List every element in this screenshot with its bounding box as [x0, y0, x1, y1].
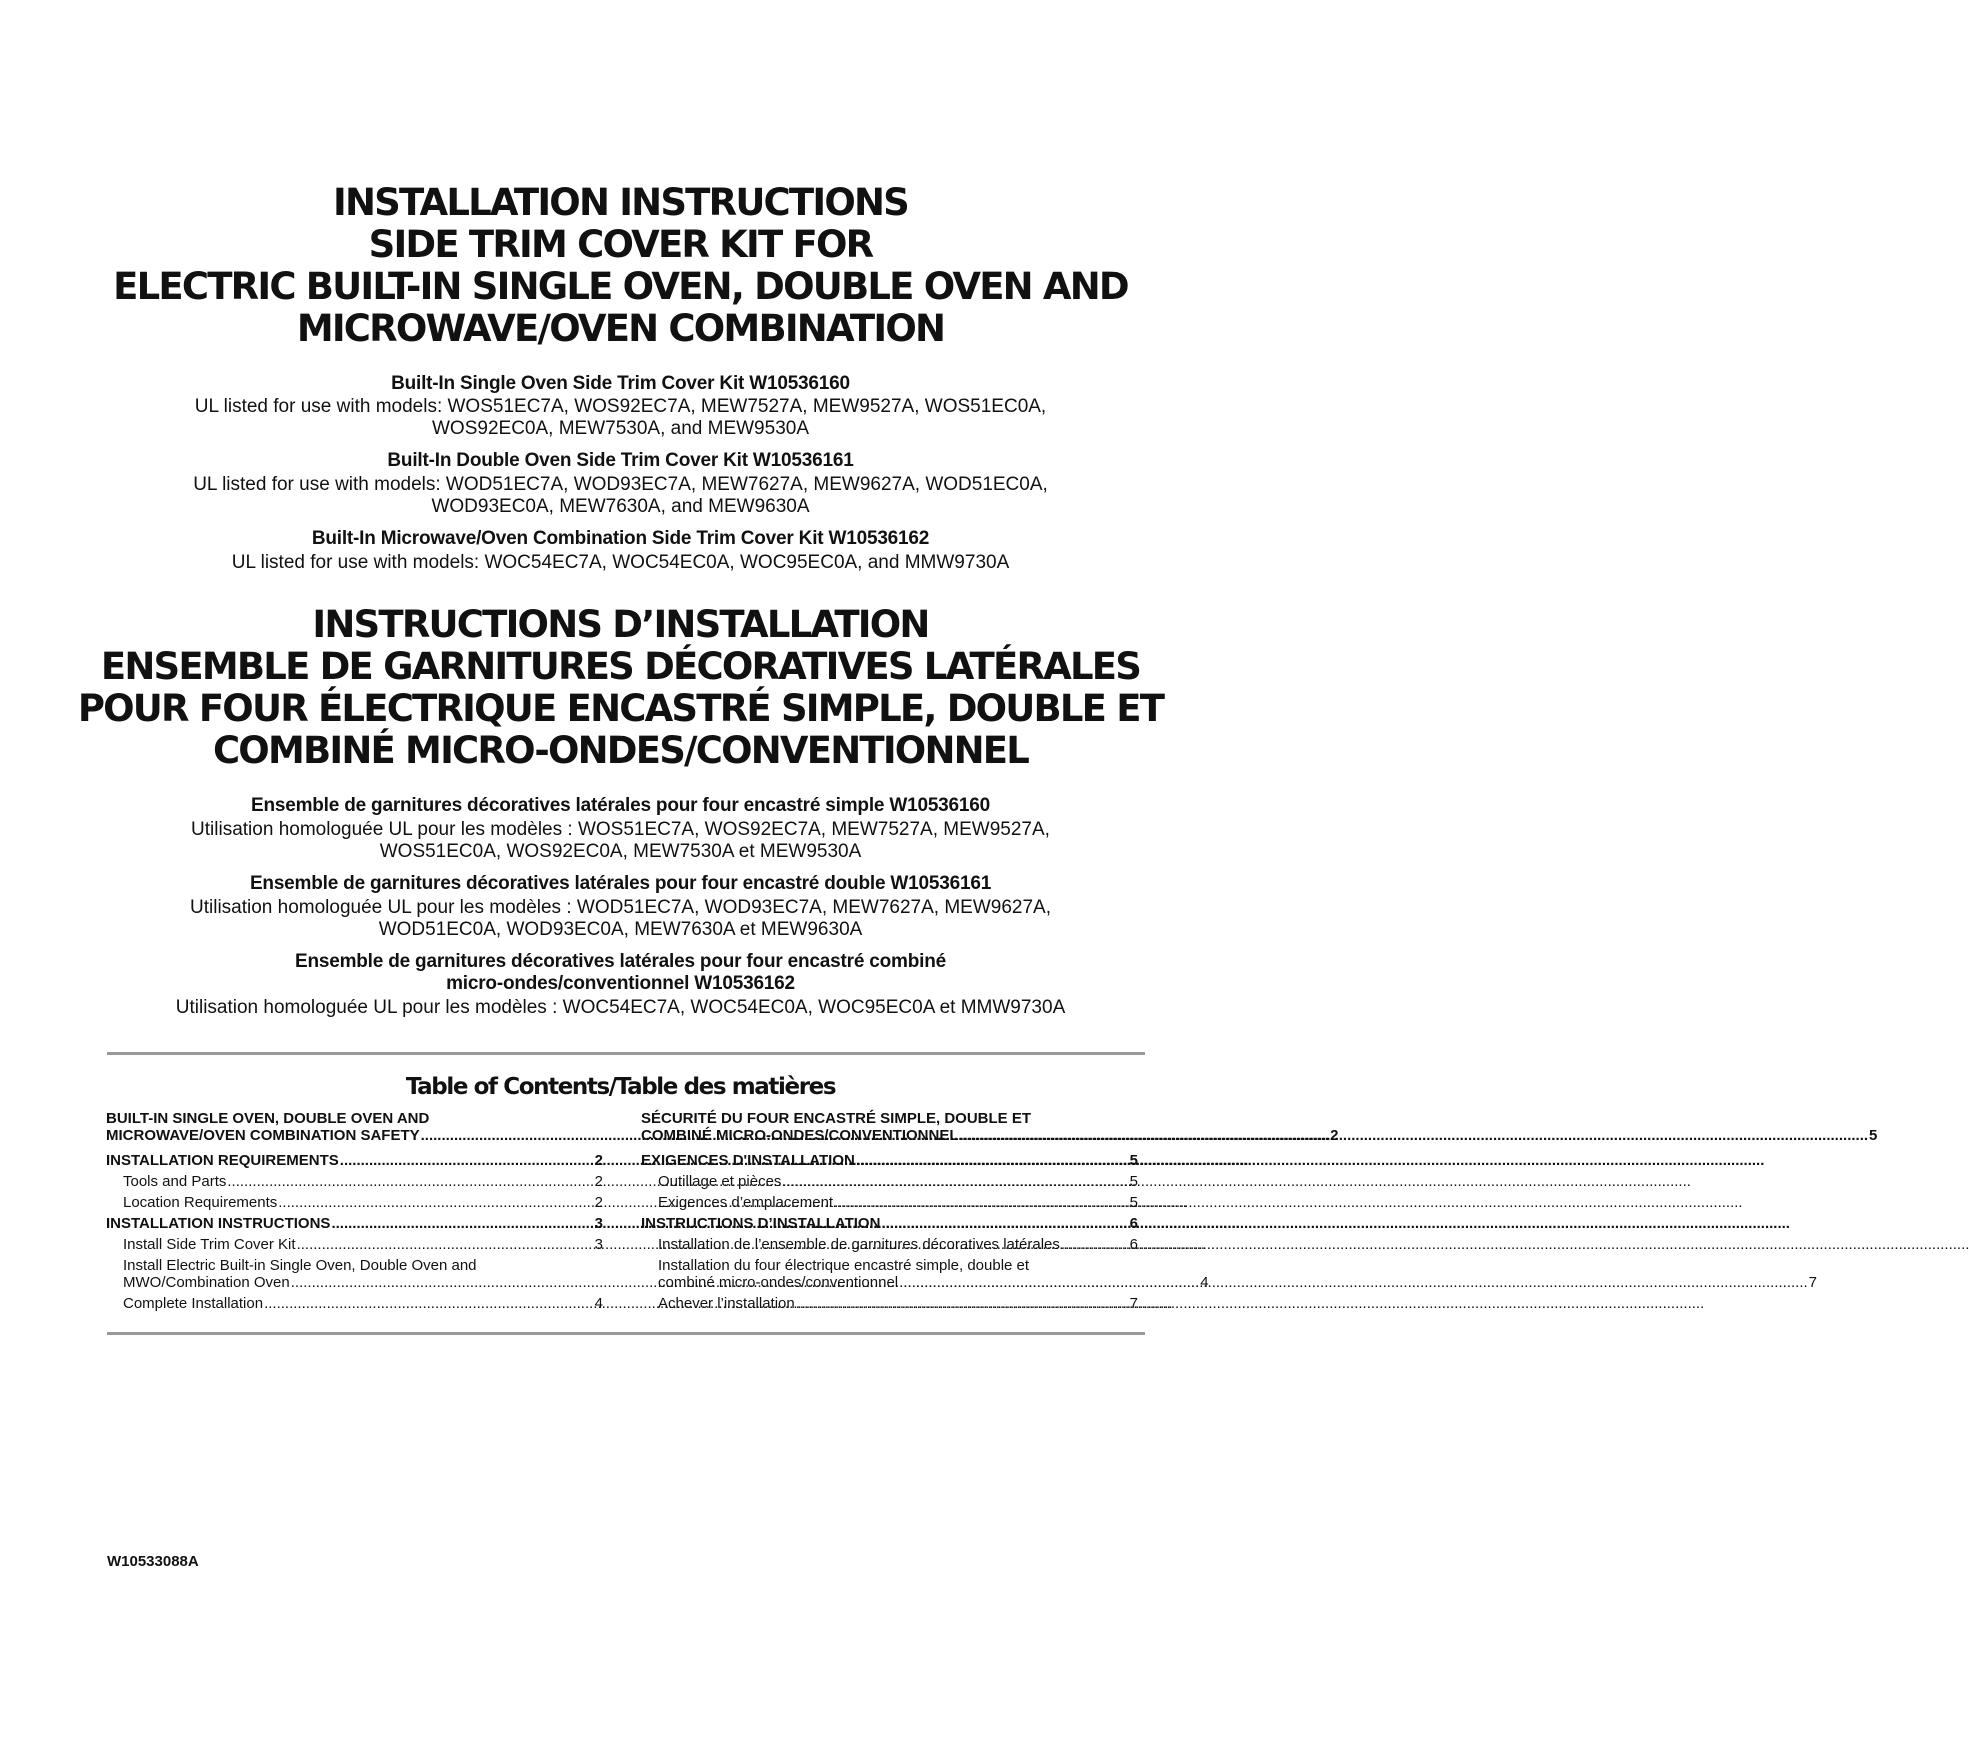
toc-entry-page: 6: [1129, 1215, 1138, 1232]
toc-entry-page: 4: [1200, 1274, 1209, 1291]
kit-models-combo-en: UL listed for use with models: WOC54EC7A, WOC54EC0A, WOC95EC0A, and MMW9730A: [231, 552, 1010, 573]
toc-entry[interactable]: [106, 1236, 603, 1253]
toc-leader-dots: [881, 1215, 1128, 1232]
kit-models-single-fr: Utilisation homologuée UL pour les modèles : WOS51EC7A, WOS92EC7A, MEW7527A, MEW9527A,: [191, 819, 1050, 840]
kit-models-combo-fr: Utilisation homologuée UL pour les modèles : WOC54EC7A, WOC54EC0A, WOC95EC0A et MMW9730A: [175, 997, 1066, 1018]
toc-entry-page: 2: [594, 1152, 603, 1169]
toc-right-column: [641, 1110, 1878, 1316]
toc-entry[interactable]: [641, 1257, 1817, 1291]
toc-entry[interactable]: [641, 1236, 1138, 1253]
toc-leader-dots: [782, 1173, 1128, 1190]
toc-leader-dots: [834, 1194, 1129, 1211]
toc-leader-dots: [796, 1295, 1129, 1312]
toc-leader-dots: [856, 1152, 1129, 1169]
toc-entry-label: Achever l’installation: [658, 1295, 795, 1312]
kit-heading-single-fr: Ensemble de garnitures décoratives latérales pour four encastré simple W10536160: [250, 795, 991, 816]
toc-leader-dots: [297, 1236, 594, 1253]
toc-entry-page: 6: [1129, 1236, 1138, 1253]
french-title: [0, 604, 1241, 772]
toc-entry[interactable]: [641, 1295, 1138, 1312]
french-title-line: ENSEMBLE DE GARNITURES DÉCORATIVES LATÉRALES: [100, 645, 1141, 688]
toc-entry-label: SÉCURITÉ DU FOUR ENCASTRÉ SIMPLE, DOUBLE ET: [641, 1110, 1032, 1127]
kit-models-single-fr: WOS51EC0A, WOS92EC0A, MEW7530A et MEW9530A: [379, 841, 862, 862]
toc-leader-dots: [960, 1127, 1869, 1144]
kit-models-double-fr: Utilisation homologuée UL pour les modèles : WOD51EC7A, WOD93EC7A, MEW7627A, MEW9627A,: [190, 897, 1051, 918]
french-title-line: INSTRUCTIONS D’INSTALLATION: [312, 603, 929, 646]
toc-entry-label: Install Side Trim Cover Kit: [123, 1236, 296, 1253]
kit-models-double-en: WOD93EC0A, MEW7630A, and MEW9630A: [431, 496, 810, 517]
toc-entry-page: 2: [594, 1194, 603, 1211]
toc-leader-dots: [331, 1215, 593, 1232]
toc-entry-label: INSTRUCTIONS D’INSTALLATION: [641, 1215, 881, 1232]
toc-entry-label: Exigences d’emplacement: [658, 1194, 834, 1211]
toc-entry[interactable]: [641, 1173, 1138, 1190]
kit-models-double-fr: WOD51EC0A, WOD93EC0A, MEW7630A et MEW9630A: [378, 919, 863, 940]
toc-entry[interactable]: [641, 1215, 1138, 1232]
toc-leader-dots: [264, 1295, 594, 1312]
toc-entry-page: 5: [1129, 1194, 1138, 1211]
document-code: W10533088A: [107, 1553, 199, 1570]
toc-entry-label: EXIGENCES D'INSTALLATION: [641, 1152, 855, 1169]
toc-entry[interactable]: [106, 1173, 603, 1190]
english-title-line: MICROWAVE/OVEN COMBINATION: [296, 307, 945, 350]
toc-entry-label: Install Electric Built-in Single Oven, Double Oven and: [123, 1257, 477, 1274]
toc-entry-label: combiné micro-ondes/conventionnel: [658, 1274, 899, 1291]
toc-entry-page: 2: [1330, 1127, 1339, 1144]
toc-entry[interactable]: [641, 1110, 1878, 1144]
toc-entry[interactable]: [641, 1152, 1138, 1169]
kit-heading-combo-fr: Ensemble de garnitures décoratives latérales pour four encastré combiné: [294, 951, 947, 972]
toc-entry-page: 5: [1129, 1152, 1138, 1169]
toc-entry-page: 4: [594, 1295, 603, 1312]
toc-entry-page: 7: [1808, 1274, 1817, 1291]
english-title: [0, 182, 1241, 350]
toc-entry-label: Location Requirements: [123, 1194, 278, 1211]
toc-entry-label: Outillage et pièces: [658, 1173, 782, 1190]
toc-entry-label: INSTALLATION INSTRUCTIONS: [106, 1215, 331, 1232]
french-title-line: POUR FOUR ÉLECTRIQUE ENCASTRÉ SIMPLE, DOUBLE ET: [77, 687, 1164, 730]
kit-heading-double-fr: Ensemble de garnitures décoratives latérales pour four encastré double W10536161: [249, 873, 992, 894]
toc-leader-dots: [278, 1194, 593, 1211]
toc-entry-page: 3: [594, 1236, 603, 1253]
toc-entry-page: 7: [1129, 1295, 1138, 1312]
toc-entry[interactable]: [106, 1152, 603, 1169]
toc-entry-page: 5: [1129, 1173, 1138, 1190]
toc-entry-label: MICROWAVE/OVEN COMBINATION SAFETY: [106, 1127, 420, 1144]
english-title-line: SIDE TRIM COVER KIT FOR: [368, 223, 873, 266]
toc-entry-label: MWO/Combination Oven: [123, 1274, 290, 1291]
toc-title: Table of Contents/Table des matières: [405, 1074, 836, 1100]
toc-entry-label: INSTALLATION REQUIREMENTS: [106, 1152, 339, 1169]
kit-models-double-en: UL listed for use with models: WOD51EC7A, WOD93EC7A, MEW7627A, MEW9627A, WOD51EC0A,: [193, 474, 1048, 495]
toc-entry-label: Installation du four électrique encastré simple, double et: [658, 1257, 1030, 1274]
toc-leader-dots: [1061, 1236, 1129, 1253]
toc-entry-page: 5: [1869, 1127, 1878, 1144]
toc-top-divider: [107, 1052, 1145, 1055]
toc-entry-label: Installation de l’ensemble de garnitures décoratives latérales: [658, 1236, 1060, 1253]
toc-entry-label: Tools and Parts: [123, 1173, 227, 1190]
toc-entry-label: BUILT-IN SINGLE OVEN, DOUBLE OVEN AND: [106, 1110, 430, 1127]
kit-heading-single-en: Built-In Single Oven Side Trim Cover Kit W10536160: [391, 373, 850, 394]
toc-entry-label: COMBINÉ MICRO-ONDES/CONVENTIONNEL: [641, 1127, 959, 1144]
toc-entry[interactable]: [106, 1215, 603, 1232]
english-title-line: INSTALLATION INSTRUCTIONS: [333, 181, 908, 224]
french-title-line: COMBINÉ MICRO-ONDES/CONVENTIONNEL: [212, 729, 1029, 772]
english-title-line: ELECTRIC BUILT-IN SINGLE OVEN, DOUBLE OVEN AND: [113, 265, 1128, 308]
toc-leader-dots: [899, 1274, 1808, 1291]
toc-entry-page: 3: [594, 1215, 603, 1232]
kit-heading-combo-en: Built-In Microwave/Oven Combination Side Trim Cover Kit W10536162: [311, 528, 930, 549]
kit-models-single-en: UL listed for use with models: WOS51EC7A, WOS92EC7A, MEW7527A, MEW9527A, WOS51EC0A,: [194, 396, 1047, 417]
kit-heading-combo-fr: micro-ondes/conventionnel W10536162: [446, 973, 795, 994]
toc-entry[interactable]: [106, 1194, 603, 1211]
toc-leader-dots: [340, 1152, 594, 1169]
kit-models-single-en: WOS92EC0A, MEW7530A, and MEW9530A: [432, 418, 809, 439]
toc-leader-dots: [227, 1173, 593, 1190]
toc-entry[interactable]: [641, 1194, 1138, 1211]
kit-heading-double-en: Built-In Double Oven Side Trim Cover Kit W10536161: [387, 450, 854, 471]
toc-entry-page: 2: [594, 1173, 603, 1190]
toc-entry-label: Complete Installation: [123, 1295, 264, 1312]
toc-entry[interactable]: [106, 1295, 603, 1312]
toc-bottom-divider: [107, 1332, 1145, 1335]
